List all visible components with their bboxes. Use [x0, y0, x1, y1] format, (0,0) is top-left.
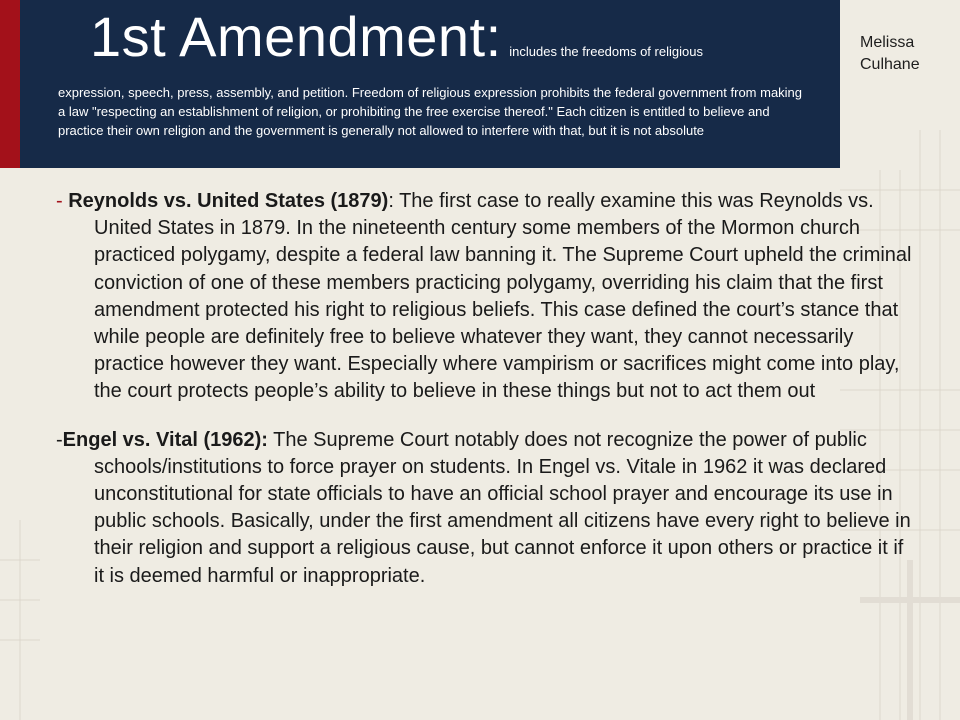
bullet-dash: - [56, 428, 63, 451]
paragraph-text: : The first case to really examine this was Reynolds vs. United States in 1879. In the nineteenth century some members of the Mormon church practiced polygamy, despite a federal law banning it. The Supreme Court upheld the criminal conviction of one of these members practicing polygamy, overriding his claim that the first amendment protected his right to religious beliefs. This case defined the court’s stance that while people are definitely free to believe whatever they want, they cannot necessarily practice however they want. Especially where vampirism or sacrifices might come into play, the court protects people’s ability to believe in these things but not to act them out [94, 190, 912, 403]
case-name: Reynolds vs. United States (1879) [68, 190, 389, 212]
title-subtitle: expression, speech, press, assembly, and petition. Freedom of religious expression prohibits the federal government from making a law "respecting an establishment of religion, or prohibiting the free exercise thereof." Each citizen is entitled to believe and practice their own religion and the government is generally not allowed to interfere with that, but it is not absolute [58, 85, 803, 138]
paragraph-reynolds [56, 188, 916, 406]
slide-body [56, 188, 916, 590]
slide-title: 1st Amendment: [90, 5, 502, 68]
title-line [58, 5, 820, 81]
author-name: Melissa Culhane [860, 34, 920, 73]
paragraph-text: The Supreme Court notably does not recognize the power of public schools/institutions to force prayer on students. In Engel vs. Vitale in 1962 it was declared unconstitutional for state officials to have an official school prayer and encourage its use in public schools. Basically, under the first amendment all citizens have every right to believe in their religion and support a religious cause, but cannot enforce it upon others or practice it if it is deemed harmful or inappropriate. [94, 428, 911, 587]
case-name: Engel vs. Vital (1962): [62, 428, 268, 451]
title-header [20, 0, 840, 168]
paragraph-engel [56, 427, 916, 590]
title-subtitle-inline: includes the freedoms of religious [505, 44, 703, 59]
bullet-dash: - [56, 190, 69, 212]
accent-bar [0, 0, 20, 168]
